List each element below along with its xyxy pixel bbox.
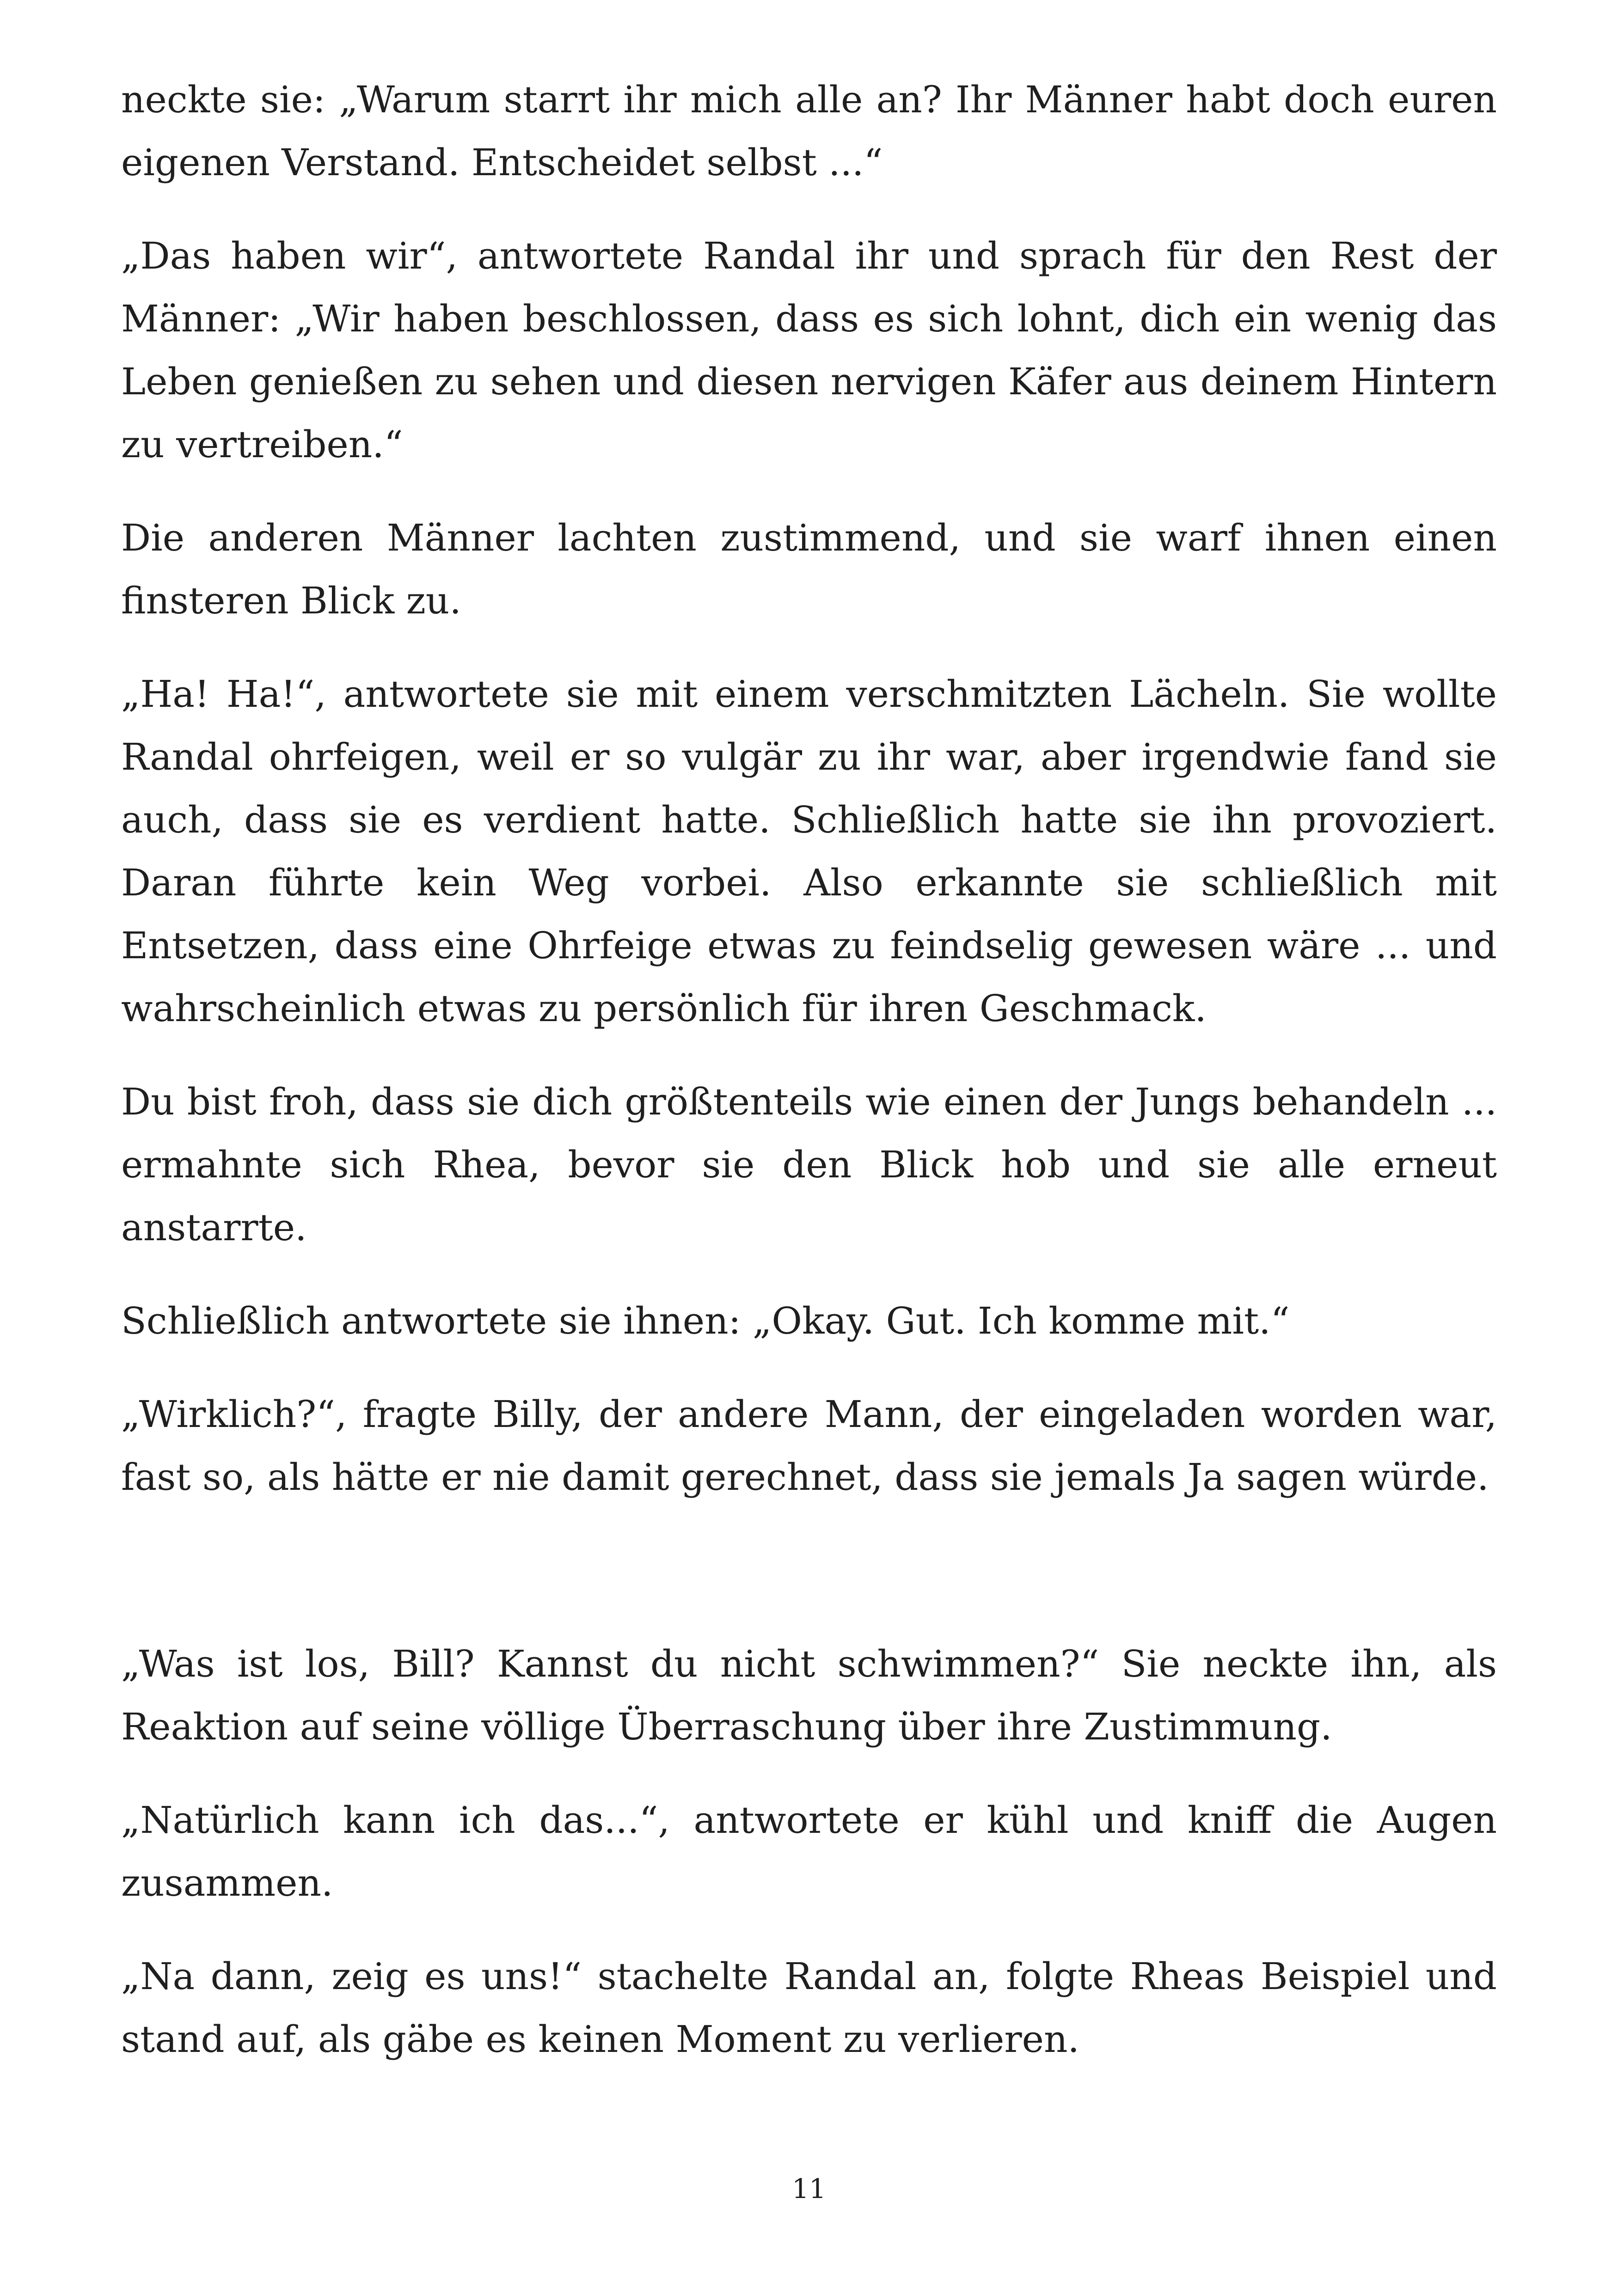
paragraph: „Ha! Ha!“, antwortete sie mit einem verschmitzten Lächeln. Sie wollte Randal ohrfeigen, weil er so vulgär zu ihr war, aber irgendwie fand sie auch, dass sie es verdient hatte. Schließlich hatte sie ihn provoziert. Daran führte kein Weg vorbei. Also erkannte sie schließlich mit Entsetzen, dass eine Ohrfeige etwas zu feindselig gewesen wäre ... und wahrscheinlich etwas zu persönlich für ihren Geschmack. [121, 673, 1497, 1030]
paragraph: „Natürlich kann ich das...“, antwortete er kühl und kniff die Augen zusammen. [121, 1799, 1497, 1904]
body-text [121, 68, 1497, 2101]
paragraph: „Na dann, zeig es uns!“ stachelte Randal an, folgte Rheas Beispiel und stand auf, als gäbe es keinen Moment zu verlieren. [121, 1955, 1497, 2061]
paragraph: Schließlich antwortete sie ihnen: „Okay. Gut. Ich komme mit.“ [121, 1299, 1290, 1342]
paragraph: „Das haben wir“, antwortete Randal ihr und sprach für den Rest der Männer: „Wir haben beschlossen, dass es sich lohnt, dich ein wenig das Leben genießen zu sehen und diesen nervigen Käfer aus deinem Hintern zu vertreiben.“ [121, 234, 1497, 466]
paragraph: Du bist froh, dass sie dich größtenteils wie einen der Jungs behandeln ... ermahnte sich Rhea, bevor sie den Blick hob und sie alle erneut anstarrte. [121, 1080, 1497, 1249]
scene-break [121, 1539, 1497, 1633]
paragraph: neckte sie: „Warum starrt ihr mich alle an? Ihr Männer habt doch euren eigenen Verstand. Entscheidet selbst ...“ [121, 78, 1497, 184]
paragraph: Die anderen Männer lachten zustimmend, und sie warf ihnen einen finsteren Blick zu. [121, 516, 1497, 622]
page-number: 11 [792, 2173, 826, 2204]
paragraph: „Was ist los, Bill? Kannst du nicht schwimmen?“ Sie neckte ihn, als Reaktion auf seine völlige Überraschung über ihre Zustimmung. [121, 1642, 1497, 1748]
paragraph: „Wirklich?“, fragte Billy, der andere Mann, der eingeladen worden war, fast so, als hätte er nie damit gerechnet, dass sie jemals Ja sagen würde. [121, 1393, 1497, 1499]
